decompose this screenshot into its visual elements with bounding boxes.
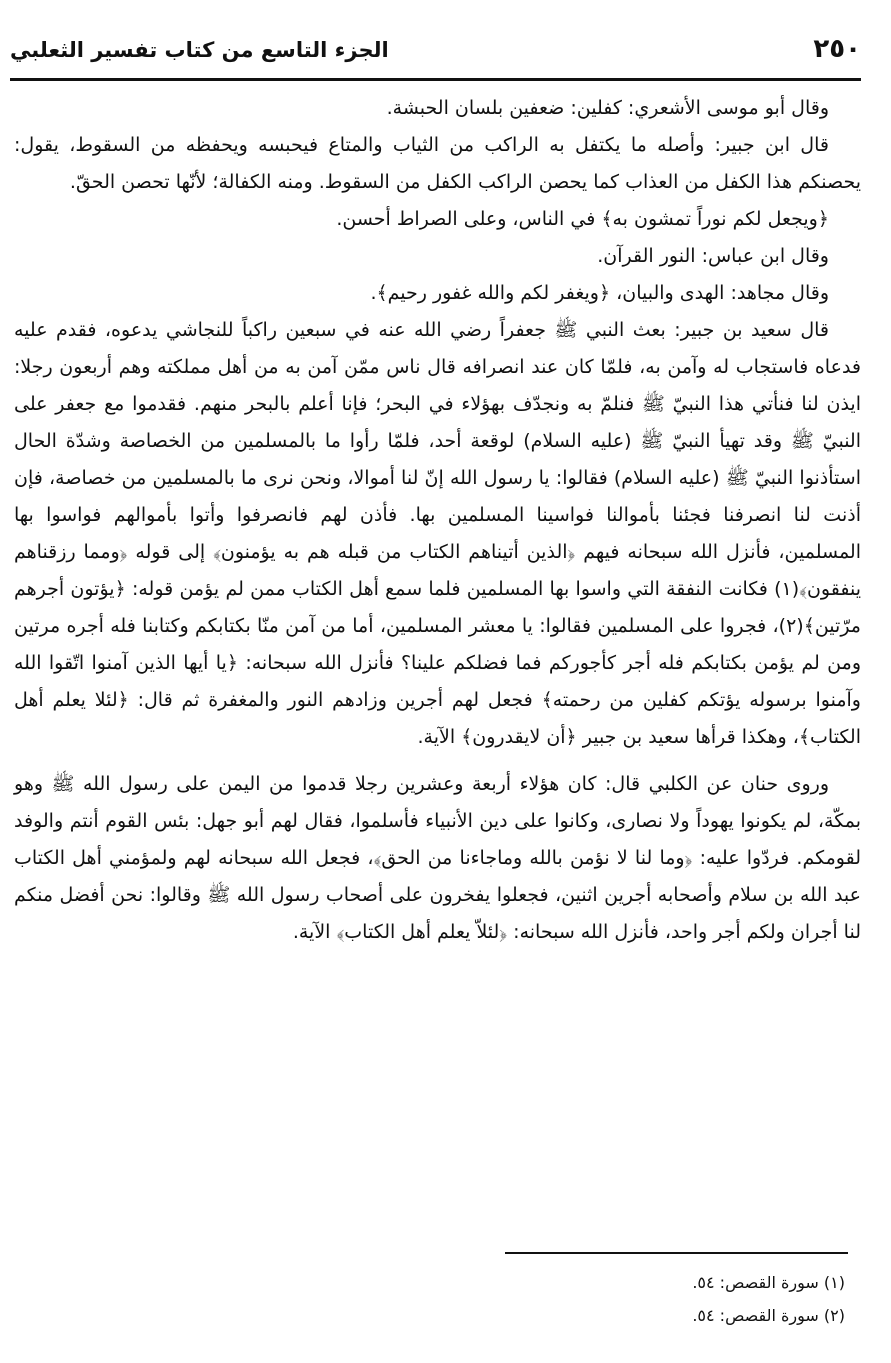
main-text (14, 90, 861, 951)
footnotes (14, 1266, 845, 1332)
paragraph: قال سعيد بن جبير: بعث النبي ﷺ جعفراً رضي الله عنه في سبعين راكباً للنجاشي يدعوه، فقدم عليه فدعاه فاستجاب له وآمن به، فلمّا كان عند انصرافه قال ناس ممّن آمن به من أهل مملكته وهم أربعون رجلا: ايذن لنا فنأتي هذا النبيّ ﷺ فنلمّ به ونجدّف بهؤلاء في البحر؛ فإنا أعلم بالبحر منهم. فقدموا مع جعفر على النبيّ ﷺ وقد تهيأ النبيّ ﷺ (عليه السلام) لوقعة أحد، فلمّا رأوا ما بالمسلمين من الخصاصة وشدّة الحال استأذنوا النبيّ ﷺ (عليه السلام) فقالوا: يا رسول الله إنّ لنا أموالا، ونحن نرى ما بالمسلمين من خصاصة، فإن أذنت لنا انصرفنا فجئنا بأموالنا فواسينا المسلمين بها. فأذن لهم فانصرفوا وأتوا بأموالهم فواسوا بها المسلمين، فأنزل الله سبحانه فيهم ﴿الذين أتيناهم الكتاب من قبله هم به يؤمنون﴾ إلى قوله ﴿ومما رزقناهم ينفقون﴾(١) فكانت النفقة التي واسوا بها المسلمين فلما سمع أهل الكتاب ممن لم يؤمن قوله: ﴿يؤتون أجرهم مرّتين﴾(٢)، فجروا على المسلمين فقالوا: يا معشر المسلمين، أما من آمن منّا بكتابكم وكتابنا فله أجره مرتين ومن لم يؤمن بكتابكم فله أجر كأجوركم فما فضلكم علينا؟ فأنزل الله سبحانه: ﴿يا أيها الذين آمنوا اتّقوا الله وآمنوا برسوله يؤتكم كفلين من رحمته﴾ فجعل لهم أجرين وزادهم النور والمغفرة ثم قال: ﴿لئلا يعلم أهل الكتاب﴾، وهكذا قرأها سعيد بن جبير ﴿أن لايقدرون﴾ الآية. (14, 319, 861, 748)
paragraph: وقال مجاهد: الهدى والبيان، ﴿ويغفر لكم والله غفور رحيم﴾. (370, 282, 829, 304)
footnote: (١) سورة القصص: ٥٤. (692, 1273, 845, 1292)
paragraph: ﴿ويجعل لكم نوراً تمشون به﴾ في الناس، وعلى الصراط أحسن. (336, 208, 829, 230)
paragraph: قال ابن جبير: وأصله ما يكتفل به الراكب من الثياب والمتاع فيحبسه ويحفظه من السقوط، يقول: يحصنكم هذا الكفل من العذاب كما يحصن الراكب الكفل من السقوط. ومنه الكفالة؛ لأنّها تحصن الحقّ. (14, 134, 861, 193)
running-title: الجزء التاسع من كتاب تفسير الثعلبي (10, 38, 389, 62)
header-divider (10, 78, 861, 81)
page-number: ٢٥٠ (813, 34, 861, 64)
footnote-divider (505, 1252, 848, 1254)
paragraph: وقال ابن عباس: النور القرآن. (597, 245, 829, 267)
paragraph: وروى حنان عن الكلبي قال: كان هؤلاء أربعة وعشرين رجلا قدموا من اليمن على رسول الله ﷺ وهو بمكّة، لم يكونوا يهوداً ولا نصارى، وكانوا على دين الأنبياء فأسلموا، فقال لهم أبو جهل: بئس القوم أنتم والوفد لقومكم. فردّوا عليه: ﴿وما لنا لا نؤمن بالله وماجاءنا من الحق﴾، فجعل الله سبحانه لهم ولمؤمني أهل الكتاب عبد الله بن سلام وأصحابه أجرين اثنين، فجعلوا يفخرون على أصحاب رسول الله ﷺ وقالوا: نحن أفضل منكم لنا أجران ولكم أجر واحد، فأنزل الله سبحانه: ﴿لئلاّ يعلم أهل الكتاب﴾ الآية. (14, 773, 861, 943)
paragraph: وقال أبو موسى الأشعري: كفلين: ضعفين بلسان الحبشة. (386, 97, 829, 119)
page-header (10, 32, 861, 78)
footnote: (٢) سورة القصص: ٥٤. (692, 1306, 845, 1325)
